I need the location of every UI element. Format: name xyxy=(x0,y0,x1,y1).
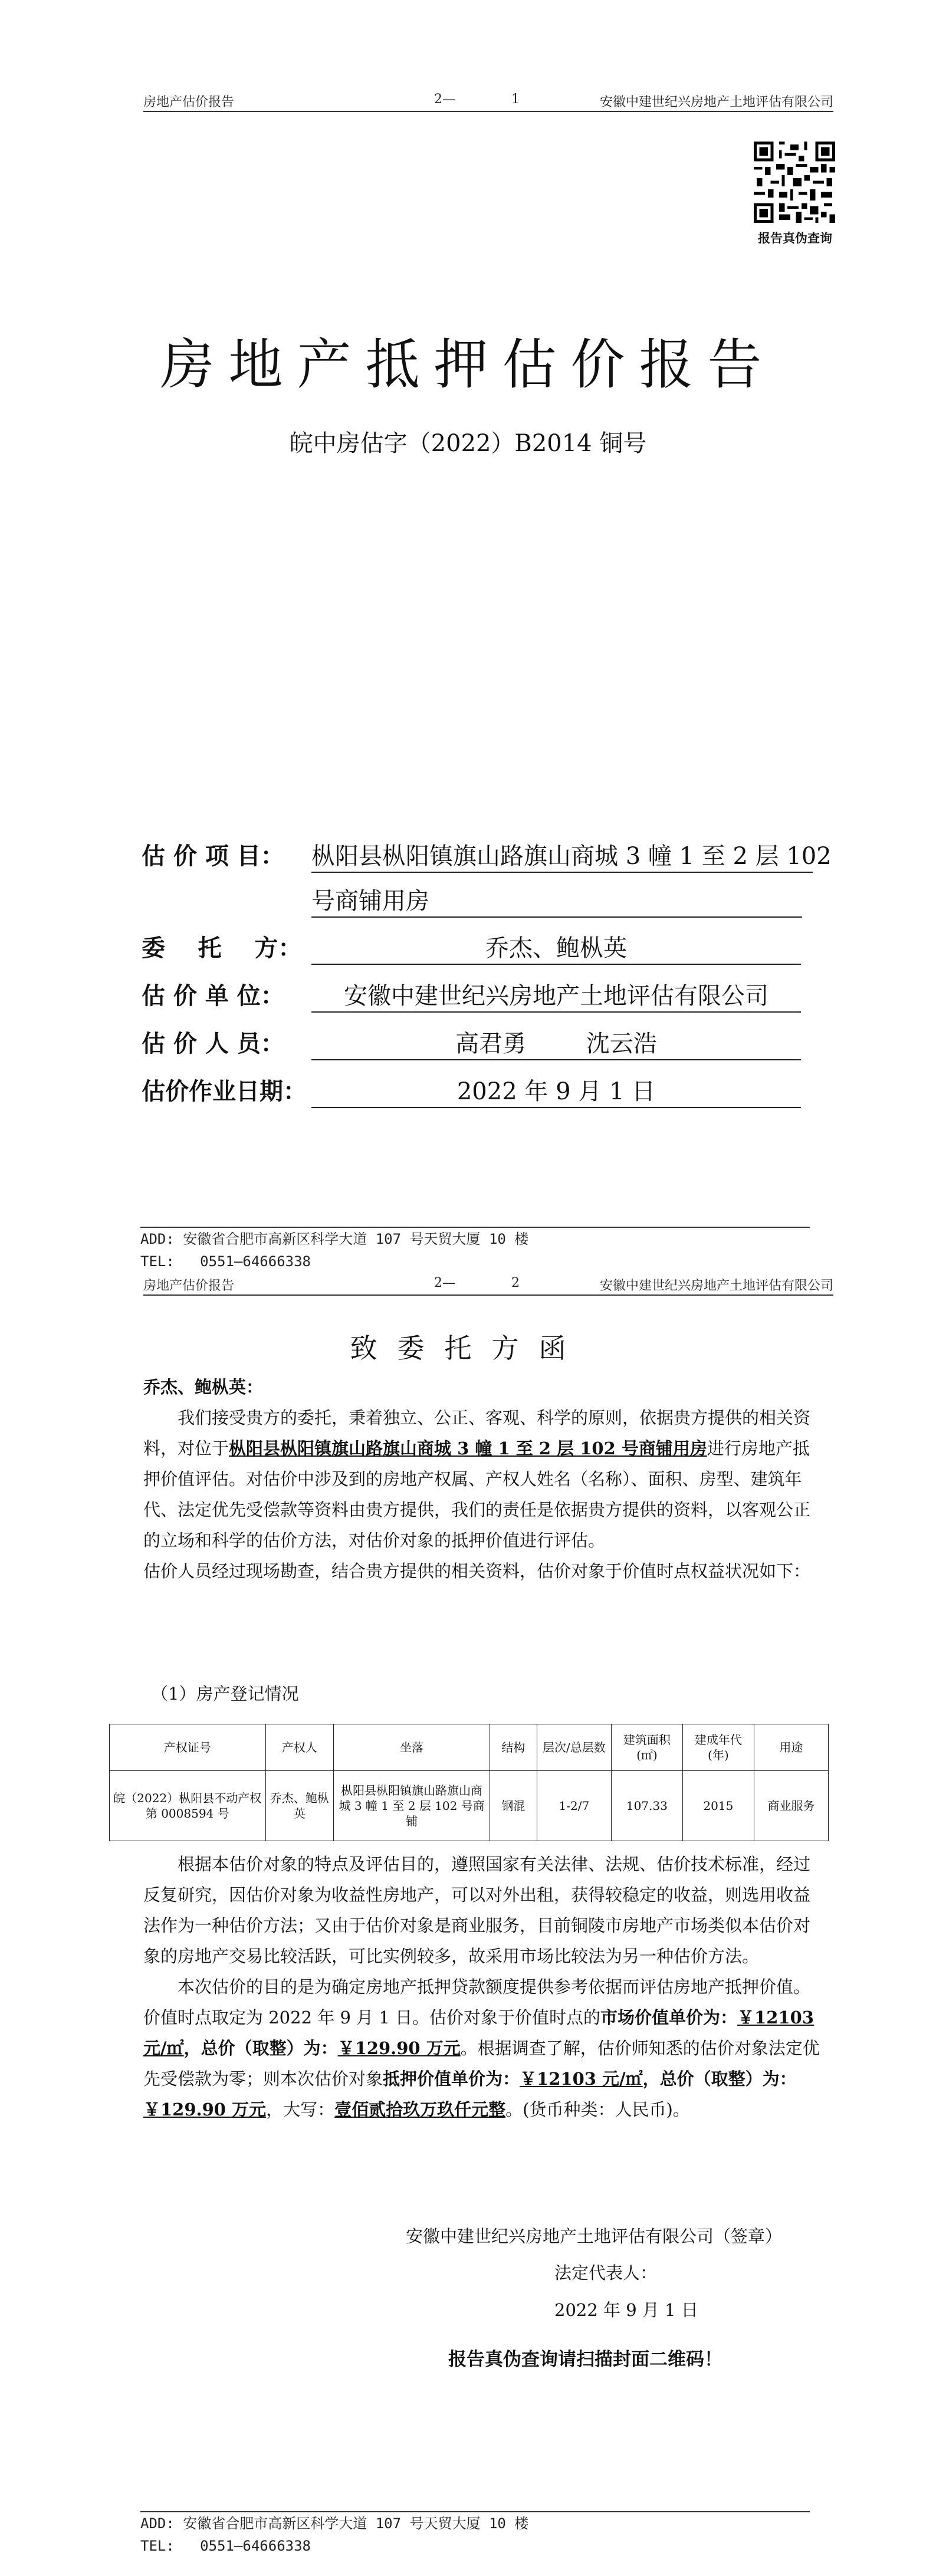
market-unit-label: 市场价值单价为： xyxy=(600,2007,738,2028)
col-header: 结构 xyxy=(490,1724,537,1771)
footer-address: ADD: 安徽省合肥市高新区科学大道 107 号天贸大厦 10 楼 xyxy=(140,1231,529,1247)
signature-representative: 法定代表人： xyxy=(554,2263,658,2283)
page-header xyxy=(143,87,833,112)
market-total-label: ，总价（取整）为： xyxy=(183,2038,338,2058)
field-label: 估 价 人 员： xyxy=(142,1030,284,1057)
paragraph-2: 估价人员经过现场勘查，结合贵方提供的相关资料，估价对象于价值时点权益状况如下： xyxy=(143,1561,811,1581)
field-appraisers xyxy=(142,1025,814,1066)
col-header: 产权证号 xyxy=(110,1724,266,1771)
table-header-row xyxy=(110,1724,829,1771)
footer-tel: TEL: 0551—64666338 xyxy=(140,2538,311,2554)
field-value: 乔杰、鲍枞英 xyxy=(311,929,801,965)
header-company: 安徽中建世纪兴房地产土地评估有限公司 xyxy=(599,95,833,110)
market-total-price: ￥129.90 万元 xyxy=(337,2038,461,2058)
signature-date: 2022 年 9 月 1 日 xyxy=(554,2300,698,2320)
header-page-total: 2— xyxy=(434,1276,455,1290)
col-header: 建成年代(年) xyxy=(682,1724,754,1771)
field-label: 估 价 项 目： xyxy=(142,842,284,870)
field-value: 2022 年 9 月 1 日 xyxy=(311,1073,801,1108)
paragraph-4: 本次估价的目的是为确定房地产抵押贷款额度提供参考依据而评估房地产抵押价值。价值时点取定为 2022 年 9 月 1 日。估价对象于价值时点的市场价值单价为：￥12103 元/㎡，总价（取整）为：￥129.90 万元。根据调查了解，估价师知悉的估价对象法定优先受偿款为零；则本次估价对象抵押价值单价为：￥12103 元/㎡，总价（取整）为：￥129.90 万元，大写：壹佰贰拾玖万玖仟元整。(货币种类：人民币)。 xyxy=(143,1977,820,2120)
report-title: 房地产抵押估价报告 xyxy=(160,333,776,396)
col-header: 建筑面积(㎡) xyxy=(611,1724,682,1771)
signature-company: 安徽中建世纪兴房地产土地评估有限公司（签章） xyxy=(406,2226,783,2246)
footer-tel: TEL: 0551—64666338 xyxy=(140,1253,311,1270)
cell-location: 枞阳县枞阳镇旗山路旗山商城 3 幢 1 至 2 层 102 号商铺 xyxy=(334,1771,490,1841)
cell-owner: 乔杰、鲍枞英 xyxy=(265,1771,334,1841)
page-header-2 xyxy=(143,1271,833,1296)
footer-address: ADD: 安徽省合肥市高新区科学大道 107 号天贸大厦 10 楼 xyxy=(140,2515,529,2532)
paragraph-1: 我们接受贵方的委托，秉着独立、公正、客观、科学的原则，依据贵方提供的相关资料，对位于枞阳县枞阳镇旗山路旗山商城 3 幢 1 至 2 层 102 号商铺用房进行房地产抵押价值评估。对估价中涉及到的房地产权属、产权人姓名（名称）、面积、房型、建筑年代、法定优先受偿款等资料由贵方提供，我们的责任是依据贵方提供的资料，以客观公正的立场和科学的估价方法，对估价对象的抵押价值进行评估。 xyxy=(143,1408,811,1550)
cell-structure: 钢混 xyxy=(490,1771,537,1841)
header-company: 安徽中建世纪兴房地产土地评估有限公司 xyxy=(599,1279,833,1293)
cell-year: 2015 xyxy=(682,1771,754,1841)
mortgage-total-price: ￥129.90 万元 xyxy=(143,2099,267,2120)
field-project xyxy=(142,837,832,879)
amount-in-words: 壹佰贰拾玖万玖仟元整 xyxy=(334,2099,506,2120)
mortgage-unit-label: 抵押价值单价为： xyxy=(383,2069,520,2089)
report-number: 皖中房估字（2022）B2014 铜号 xyxy=(289,430,647,457)
cell-cert-no: 皖（2022）枞阳县不动产权第 0008594 号 xyxy=(110,1771,266,1841)
registration-table xyxy=(109,1724,829,1841)
page-footer-2 xyxy=(140,2511,810,2557)
mortgage-unit-price: ￥12103 元/㎡ xyxy=(520,2069,643,2089)
mortgage-total-label: ，总价（取整）为： xyxy=(642,2069,797,2089)
qr-caption: 报告真伪查询 xyxy=(758,231,832,245)
field-date xyxy=(142,1073,814,1114)
field-value: 安徽中建世纪兴房地产土地评估有限公司 xyxy=(311,977,801,1013)
col-header: 用途 xyxy=(754,1724,828,1771)
verification-note: 报告真伪查询请扫描封面二维码！ xyxy=(448,2349,722,2370)
field-label: 估价作业日期： xyxy=(142,1077,307,1105)
letter-addressee: 乔杰、鲍枞英： xyxy=(143,1377,264,1397)
cell-area: 107.33 xyxy=(611,1771,682,1841)
header-report-name: 房地产估价报告 xyxy=(143,95,235,110)
field-appraiser-unit xyxy=(142,977,814,1018)
qr-code-icon[interactable] xyxy=(754,142,835,223)
field-value: 高君勇 沈云浩 xyxy=(311,1025,801,1060)
header-page-total: 2— xyxy=(434,92,455,107)
field-client xyxy=(142,929,814,971)
property-address: 枞阳县枞阳镇旗山路旗山商城 3 幢 1 至 2 层 102 号商铺用房 xyxy=(229,1438,707,1458)
letter-title: 致委托方函 xyxy=(350,1332,586,1364)
header-report-name: 房地产估价报告 xyxy=(143,1279,235,1293)
table-row xyxy=(110,1771,829,1841)
page-footer xyxy=(140,1227,810,1273)
field-label: 委 托 方： xyxy=(142,934,302,962)
paragraph-3: 根据本估价对象的特点及评估目的，遵照国家有关法律、法规、估价技术标准，经过反复研究，因估价对象为收益性房地产，可以对外出租，获得较稳定的收益，则选用收益法作为一种估价方法；又由于估价对象是商业服务，目前铜陵市房地产市场类似本估价对象的房地产交易比较活跃，可比实例较多，故采用市场比较法为另一种估价方法。 xyxy=(143,1854,811,1966)
section-subhead: （1）房产登记情况 xyxy=(151,1684,299,1704)
cell-usage: 商业服务 xyxy=(754,1771,828,1841)
cell-floors: 1-2/7 xyxy=(537,1771,611,1841)
letter-body xyxy=(143,1402,822,1586)
field-project-line2: 号商铺用房 xyxy=(311,882,802,918)
market-unit-price: ￥12103 元/㎡ xyxy=(143,2007,814,2058)
field-value: 枞阳县枞阳镇旗山路旗山商城 3 幢 1 至 2 层 102 xyxy=(311,837,813,873)
col-header: 坐落 xyxy=(334,1724,490,1771)
field-label: 估 价 单 位： xyxy=(142,982,284,1010)
col-header: 产权人 xyxy=(265,1724,334,1771)
letter-body-2 xyxy=(143,1849,822,2125)
header-page-number: 1 xyxy=(511,92,520,107)
header-page-number: 2 xyxy=(511,1276,520,1290)
col-header: 层次/总层数 xyxy=(537,1724,611,1771)
